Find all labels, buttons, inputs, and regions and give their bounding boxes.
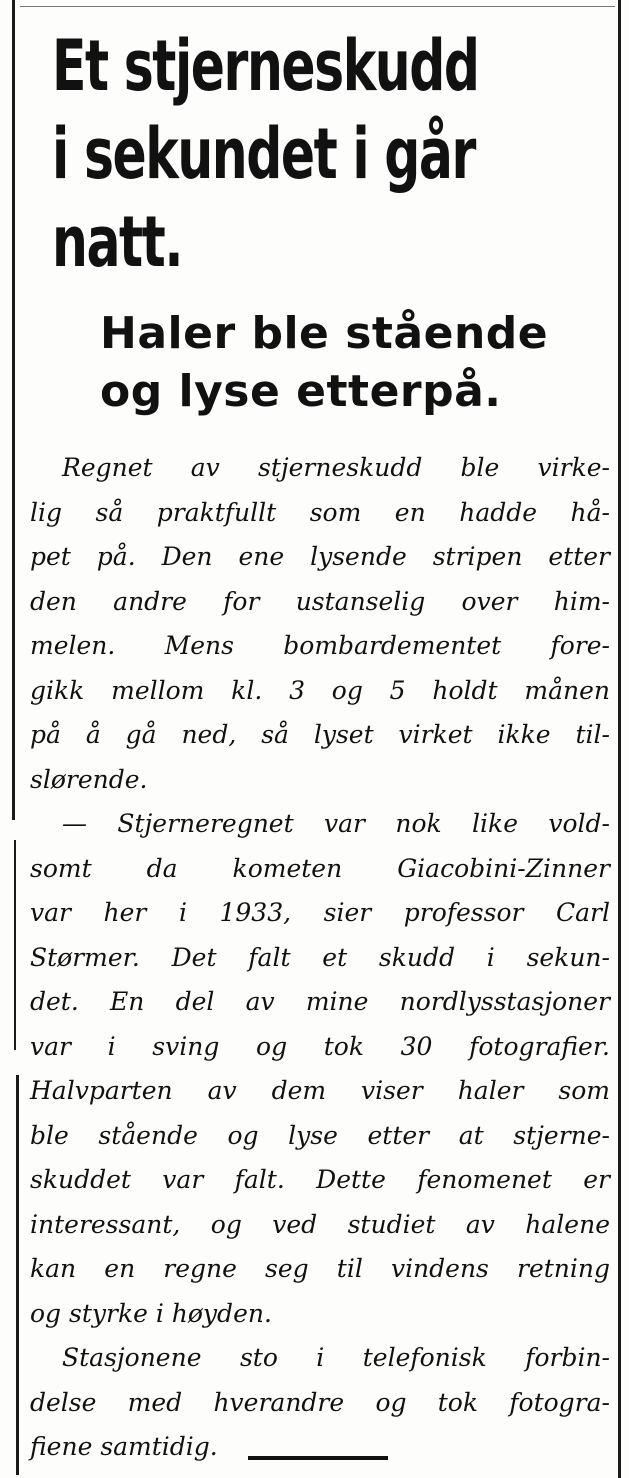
paragraph xyxy=(30,802,610,1336)
text-line: Regnet av stjerneskudd ble virke- xyxy=(62,453,610,482)
text-line: somt da kometen Giacobini-Zinner xyxy=(30,853,610,883)
end-of-article-rule xyxy=(248,1456,388,1460)
article-body xyxy=(30,446,610,1470)
paragraph xyxy=(30,1336,610,1470)
right-column-rule xyxy=(618,0,621,1478)
text-line: gikk mellom kl. 3 og 5 holdt månen xyxy=(30,675,610,705)
text-line: ble stående og lyse etter at stjerne- xyxy=(30,1120,610,1150)
text-line: pet på. Den ene lysende stripen etter xyxy=(30,542,610,571)
subheadline xyxy=(100,305,548,421)
headline-line: Et stjerneskudd xyxy=(52,25,479,107)
text-line: melen. Mens bombardementet fore- xyxy=(30,631,610,660)
subheadline-line: og lyse etterpå. xyxy=(100,366,502,417)
text-line: Størmer. Det falt et skudd i sekun- xyxy=(30,942,610,972)
text-line: skuddet var falt. Dette fenomenet er xyxy=(30,1165,610,1194)
text-line: var i sving og tok 30 fotografier. xyxy=(30,1031,610,1061)
text-line: lig så praktfullt som en hadde hå- xyxy=(30,497,610,527)
text-line: fiene samtidig. xyxy=(30,1432,218,1461)
text-line: delse med hverandre og tok fotogra- xyxy=(30,1387,610,1417)
top-rule xyxy=(20,6,615,7)
text-line: Stasjonene sto i telefonisk forbin- xyxy=(62,1343,610,1372)
text-line: slørende. xyxy=(30,764,148,794)
text-line: var her i 1933, sier professor Carl xyxy=(30,898,610,927)
headline xyxy=(52,22,599,286)
headline-line: natt. xyxy=(52,201,183,283)
left-column-rule-segment xyxy=(14,840,16,1050)
text-line: på å gå ned, så lyset virket ikke til- xyxy=(30,720,610,749)
text-line: den andre for ustanselig over him- xyxy=(30,586,610,616)
subheadline-line: Haler ble stående xyxy=(100,308,549,359)
text-line: — Stjerneregnet var nok like vold- xyxy=(62,809,610,838)
text-line: interessant, og ved studiet av halene xyxy=(30,1209,610,1239)
paragraph xyxy=(30,446,610,802)
text-line: det. En del av mine nordlysstasjoner xyxy=(30,987,610,1016)
headline-line: i sekundet i går xyxy=(52,113,475,195)
left-column-rule xyxy=(12,0,15,820)
text-line: og styrke i høyden. xyxy=(30,1298,272,1328)
text-line: kan en regne seg til vindens retning xyxy=(30,1254,610,1283)
text-line: Halvparten av dem viser haler som xyxy=(30,1076,610,1105)
left-column-rule-lower xyxy=(16,1075,19,1475)
